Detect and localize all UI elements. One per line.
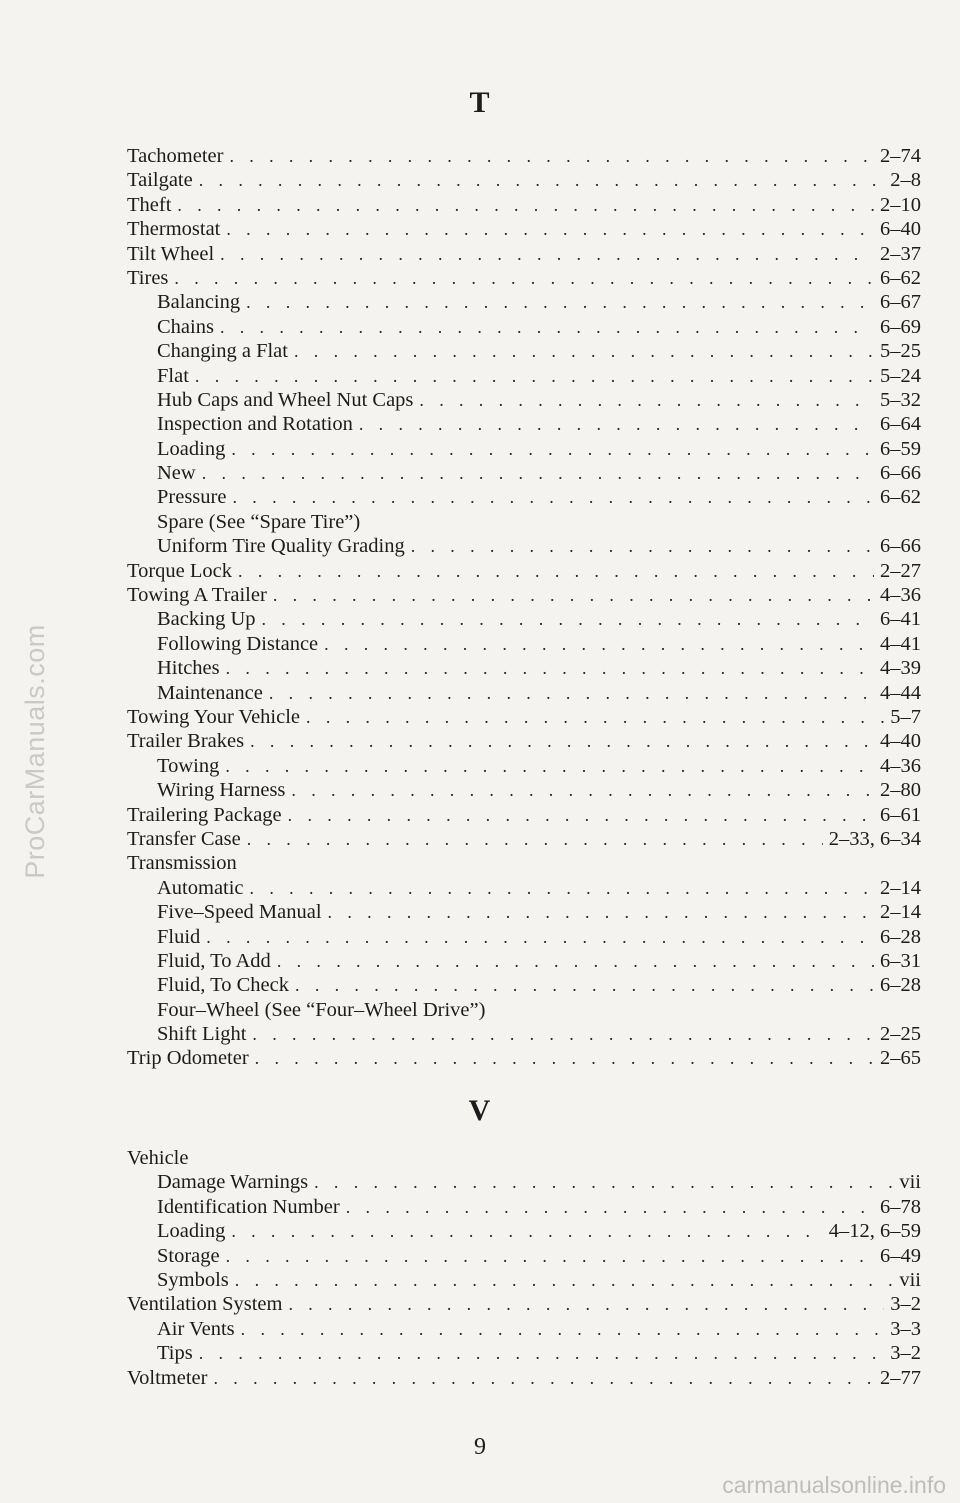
entry-label: Wiring Harness	[157, 779, 286, 802]
entry-page-ref: 2–14	[880, 901, 921, 924]
index-entry	[127, 1341, 921, 1365]
entry-page-ref: 2–25	[880, 1023, 921, 1046]
dot-leader	[241, 1317, 885, 1341]
entry-label: Trailering Package	[127, 803, 282, 826]
entry-label: Chains	[157, 315, 214, 338]
entry-label: Hub Caps and Wheel Nut Caps	[157, 388, 414, 411]
index-entry	[127, 559, 921, 583]
dot-leader	[269, 681, 874, 705]
entry-page-ref: 6–62	[880, 486, 921, 509]
entry-label: Thermostat	[127, 218, 221, 241]
index-entry	[127, 681, 921, 705]
index-entry	[127, 1195, 921, 1219]
entry-page-ref: 5–32	[880, 388, 921, 411]
index-entry	[127, 315, 921, 339]
entry-label: Uniform Tire Quality Grading	[157, 535, 405, 558]
entry-page-ref: 6–64	[880, 413, 921, 436]
entry-page-ref: 4–44	[880, 681, 921, 704]
entry-label: Towing A Trailer	[127, 584, 267, 607]
dot-leader	[226, 1244, 874, 1268]
index-entry	[127, 144, 921, 168]
dot-leader	[226, 217, 874, 241]
dot-leader	[231, 437, 874, 461]
entry-label: Hitches	[157, 657, 220, 680]
dot-leader	[195, 364, 874, 388]
entry-page-ref: 6–66	[880, 462, 921, 485]
entry-page-ref: 4–36	[880, 754, 921, 777]
entry-label: New	[157, 462, 196, 485]
index-entry	[127, 364, 921, 388]
dot-leader	[229, 144, 874, 168]
entry-page-ref: 2–27	[880, 559, 921, 582]
entry-label: Loading	[157, 1220, 226, 1243]
index-entry	[127, 729, 921, 753]
index-entry	[127, 1046, 921, 1070]
dot-leader	[199, 1341, 885, 1365]
entry-label: Symbols	[157, 1268, 229, 1291]
entry-label: Air Vents	[157, 1317, 235, 1340]
entry-page-ref: 6–28	[880, 925, 921, 948]
page-number: 9	[474, 1434, 486, 1460]
entry-label: Changing a Flat	[157, 340, 288, 363]
entry-label: Inspection and Rotation	[157, 413, 353, 436]
entry-label: Fluid, To Add	[157, 949, 271, 972]
index-entry	[127, 607, 921, 631]
entry-page-ref: 6–67	[880, 291, 921, 314]
entry-page-ref: 2–74	[880, 145, 921, 167]
index-entry	[127, 437, 921, 461]
index-entry	[127, 803, 921, 827]
entry-page-ref: 6–49	[880, 1244, 921, 1267]
index-section-t	[127, 144, 921, 1071]
section-letter-v: V	[468, 1094, 492, 1127]
entry-page-ref: 6–28	[880, 974, 921, 997]
dot-leader	[359, 412, 874, 436]
index-entry	[127, 656, 921, 680]
dot-leader	[202, 461, 874, 485]
index-entry	[127, 510, 921, 534]
entry-page-ref: 3–2	[890, 1342, 921, 1365]
index-entry	[127, 461, 921, 485]
entry-label: Transfer Case	[127, 827, 241, 850]
entry-page-ref: 6–61	[880, 803, 921, 826]
dot-leader	[252, 1022, 874, 1046]
dot-leader	[294, 339, 874, 363]
entry-page-ref: 4–40	[880, 730, 921, 753]
entry-label: Loading	[157, 437, 226, 460]
index-entry	[127, 754, 921, 778]
entry-page-ref: 2–80	[880, 779, 921, 802]
index-entry	[127, 534, 921, 558]
dot-leader	[328, 900, 874, 924]
dot-leader	[250, 729, 874, 753]
entry-page-ref: 6–59	[880, 437, 921, 460]
side-watermark	[20, 0, 51, 1503]
index-entry	[127, 1268, 921, 1292]
index-entry	[127, 290, 921, 314]
index-entry	[127, 1317, 921, 1341]
index-entry	[127, 1292, 921, 1316]
dot-leader	[277, 949, 874, 973]
entry-label: Vehicle	[127, 1147, 189, 1169]
entry-page-ref: 6–66	[880, 535, 921, 558]
section-letter-t: T	[469, 86, 491, 119]
entry-label: Ventilation System	[127, 1293, 283, 1316]
dot-leader	[232, 485, 874, 509]
dot-leader	[255, 1046, 874, 1070]
entry-page-ref: 6–41	[880, 608, 921, 631]
dot-leader	[174, 266, 874, 290]
dot-leader	[288, 1292, 884, 1316]
entry-page-ref: 5–25	[880, 340, 921, 363]
index-entry	[127, 851, 921, 875]
entry-label: Four–Wheel (See “Four–Wheel Drive”)	[157, 998, 486, 1021]
side-watermark-text: ProCarManuals.com	[20, 624, 50, 879]
entry-label: Towing	[157, 754, 220, 777]
dot-leader	[250, 876, 874, 900]
entry-page-ref: vii	[899, 1171, 921, 1194]
dot-leader	[291, 778, 874, 802]
entry-label: Identification Number	[157, 1195, 340, 1218]
entry-page-ref: 6–40	[880, 218, 921, 241]
index-entry	[127, 998, 921, 1022]
entry-label: Tailgate	[127, 169, 193, 192]
dot-leader	[226, 656, 874, 680]
entry-page-ref: 2–77	[880, 1366, 921, 1389]
index-entry	[127, 1366, 921, 1390]
index-entry	[127, 1219, 921, 1243]
dot-leader	[273, 583, 874, 607]
entry-page-ref: 4–36	[880, 584, 921, 607]
index-entry	[127, 900, 921, 924]
bottom-watermark: carmanualsonline.info	[722, 1472, 946, 1498]
entry-label: Fluid	[157, 925, 201, 948]
dot-leader	[324, 632, 874, 656]
index-entry	[127, 485, 921, 509]
dot-leader	[235, 1268, 894, 1292]
dot-leader	[306, 705, 884, 729]
entry-page-ref: 6–31	[880, 949, 921, 972]
index-entry	[127, 1022, 921, 1046]
entry-label: Fluid, To Check	[157, 974, 290, 997]
dot-leader	[262, 607, 875, 631]
entry-page-ref: 5–24	[880, 364, 921, 387]
dot-leader	[177, 193, 874, 217]
index-entry	[127, 217, 921, 241]
entry-label: Balancing	[157, 291, 241, 314]
index-entry	[127, 266, 921, 290]
dot-leader	[288, 803, 874, 827]
entry-page-ref: 6–78	[880, 1195, 921, 1218]
entry-label: Storage	[157, 1244, 220, 1267]
index-entry	[127, 1146, 921, 1170]
dot-leader	[220, 242, 874, 266]
dot-leader	[199, 168, 885, 192]
entry-page-ref: 2–65	[880, 1047, 921, 1070]
entry-page-ref: 2–10	[880, 193, 921, 216]
index-section-v	[127, 1146, 921, 1390]
entry-page-ref: 2–37	[880, 242, 921, 265]
dot-leader	[213, 1366, 874, 1390]
dot-leader	[231, 1219, 822, 1243]
dot-leader	[220, 315, 874, 339]
index-entry	[127, 827, 921, 851]
index-entry	[127, 925, 921, 949]
entry-label: Following Distance	[157, 632, 319, 655]
entry-label: Backing Up	[157, 608, 256, 631]
entry-label: Voltmeter	[127, 1366, 208, 1389]
entry-page-ref: 3–3	[890, 1317, 921, 1340]
index-entry	[127, 876, 921, 900]
dot-leader	[314, 1170, 893, 1194]
entry-label: Five–Speed Manual	[157, 901, 322, 924]
entry-label: Tilt Wheel	[127, 242, 215, 265]
dot-leader	[206, 925, 874, 949]
entry-page-ref: 2–33, 6–34	[828, 827, 921, 850]
entry-label: Spare (See “Spare Tire”)	[157, 510, 361, 533]
dot-leader	[346, 1195, 874, 1219]
index-entry	[127, 949, 921, 973]
entry-label: Pressure	[157, 486, 227, 509]
entry-label: Transmission	[127, 852, 237, 875]
index-entry	[127, 583, 921, 607]
entry-page-ref: 4–41	[880, 632, 921, 655]
entry-label: Shift Light	[157, 1023, 247, 1046]
index-entry	[127, 242, 921, 266]
entry-label: Torque Lock	[127, 559, 233, 582]
dot-leader	[247, 827, 823, 851]
entry-label: Trailer Brakes	[127, 730, 245, 753]
index-entry	[127, 1170, 921, 1194]
entry-page-ref: 2–14	[880, 876, 921, 899]
entry-page-ref: 4–39	[880, 657, 921, 680]
entry-label: Tachometer	[127, 145, 224, 167]
entry-label: Maintenance	[157, 681, 263, 704]
entry-page-ref: 5–7	[890, 705, 921, 728]
index-entry	[127, 973, 921, 997]
index-entry	[127, 705, 921, 729]
entry-label: Trip Odometer	[127, 1047, 249, 1070]
entry-page-ref: 2–8	[890, 169, 921, 192]
entry-label: Towing Your Vehicle	[127, 705, 301, 728]
dot-leader	[246, 290, 874, 314]
entry-label: Automatic	[157, 876, 244, 899]
dot-leader	[411, 534, 874, 558]
entry-label: Flat	[157, 364, 189, 387]
entry-page-ref: 3–2	[890, 1293, 921, 1316]
entry-label: Damage Warnings	[157, 1171, 309, 1194]
entry-label: Tires	[127, 266, 169, 289]
dot-leader	[238, 559, 874, 583]
dot-leader	[295, 973, 874, 997]
dot-leader	[225, 754, 874, 778]
index-entry	[127, 1244, 921, 1268]
entry-page-ref: 6–62	[880, 266, 921, 289]
dot-leader	[419, 388, 874, 412]
index-entry	[127, 193, 921, 217]
entry-label: Tips	[157, 1342, 193, 1365]
entry-label: Theft	[127, 193, 172, 216]
index-entry	[127, 632, 921, 656]
index-entry	[127, 412, 921, 436]
entry-page-ref: vii	[899, 1268, 921, 1291]
index-entry	[127, 168, 921, 192]
entry-page-ref: 6–69	[880, 315, 921, 338]
index-entry	[127, 388, 921, 412]
index-entry	[127, 339, 921, 363]
index-entry	[127, 778, 921, 802]
entry-page-ref: 4–12, 6–59	[828, 1220, 921, 1243]
